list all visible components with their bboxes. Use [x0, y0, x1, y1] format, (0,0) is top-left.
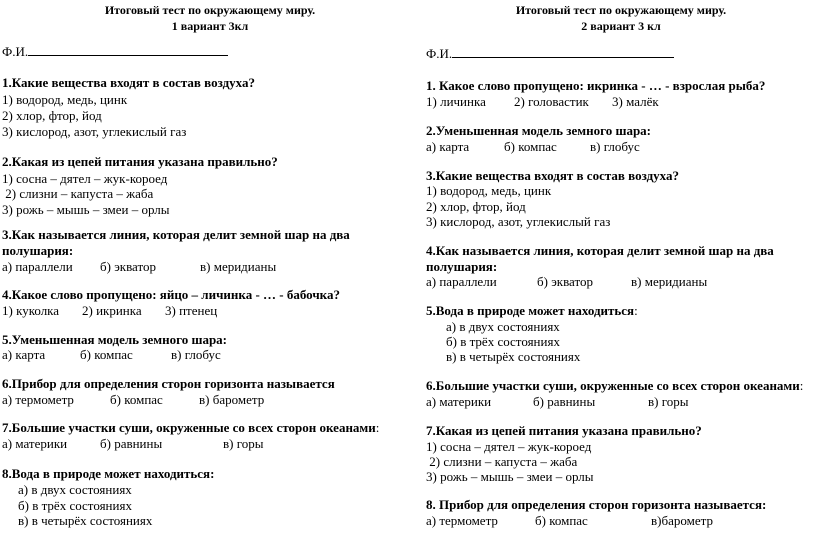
- v2-q8-option[interactable]: б) компас: [535, 513, 588, 528]
- variant-1-title: Итоговый тест по окружающему миру.: [104, 3, 316, 17]
- v1-q7-option[interactable]: б) равнины: [100, 436, 163, 451]
- v1-q1-question: 1.Какие вещества входят в состав воздуха?: [2, 75, 255, 90]
- v2-q1-question: 1. Какое слово пропущено: икринка - … - взрослая рыба?: [426, 78, 766, 93]
- v1-q6-question: 6.Прибор для определения сторон горизонта называется: [2, 376, 335, 391]
- v2-q7-option[interactable]: 2) слизни – капуста – жаба: [426, 454, 578, 469]
- v1-q7-question: 7.Большие участки суши, окруженные со всех сторон океанами: [2, 420, 376, 435]
- v1-q7-colon: :: [375, 420, 380, 435]
- v2-q6-option[interactable]: в) горы: [648, 394, 689, 409]
- v1-q6-option[interactable]: б) компас: [110, 392, 163, 407]
- v2-q7-option[interactable]: 3) рожь – мышь – змеи – орлы: [426, 469, 594, 484]
- v1-q5-question: 5.Уменьшенная модель земного шара:: [2, 332, 227, 347]
- v1-q1-option[interactable]: 3) кислород, азот, углекислый газ: [2, 124, 187, 139]
- variant-2-title: Итоговый тест по окружающему миру.: [515, 3, 727, 17]
- v1-q2-question: 2.Какая из цепей питания указана правильно?: [2, 154, 278, 169]
- v1-q3-option[interactable]: а) параллели: [2, 259, 73, 274]
- v1-q4-option[interactable]: 1) куколка: [2, 303, 60, 318]
- v2-q3-question: 3.Какие вещества входят в состав воздуха?: [426, 168, 679, 183]
- fio-label: Ф.И.: [426, 46, 453, 61]
- v2-q2-option[interactable]: а) карта: [426, 139, 470, 154]
- v2-q3-option[interactable]: 2) хлор, фтор, йод: [426, 199, 526, 214]
- v1-q8-question: 8.Вода в природе может находиться:: [2, 466, 215, 481]
- v2-q6-option[interactable]: б) равнины: [533, 394, 596, 409]
- v2-q3-option[interactable]: 1) водород, медь, цинк: [426, 183, 552, 198]
- v2-q1-option[interactable]: 1) личинка: [426, 94, 486, 109]
- v2-q8-option[interactable]: в)барометр: [651, 513, 713, 528]
- v1-q2-option[interactable]: 2) слизни – капуста – жаба: [2, 186, 154, 201]
- v2-q5-option[interactable]: а) в двух состояниях: [446, 319, 560, 334]
- v1-q4-option[interactable]: 3) птенец: [165, 303, 218, 318]
- v2-q8-question: 8. Прибор для определения сторон горизонта называется:: [426, 497, 767, 512]
- v2-q6-question: 6.Большие участки суши, окруженные со всех сторон океанами: [426, 378, 800, 393]
- v1-q1-option[interactable]: 2) хлор, фтор, йод: [2, 108, 102, 123]
- v1-q4-question: 4.Какое слово пропущено: яйцо – личинка - … - бабочка?: [2, 287, 340, 302]
- v2-q1-option[interactable]: 3) малёк: [612, 94, 659, 109]
- v2-q1-option[interactable]: 2) головастик: [514, 94, 589, 109]
- v1-q2-option[interactable]: 3) рожь – мышь – змеи – орлы: [2, 202, 170, 217]
- v2-q4-option[interactable]: в) меридианы: [631, 274, 708, 289]
- v1-q7-question-line: [2, 420, 379, 436]
- v2-q2-question: 2.Уменьшенная модель земного шара:: [426, 123, 651, 138]
- v2-q4-question: 4.Как называется линия, которая делит земной шар на два: [426, 243, 774, 258]
- v2-q5-option[interactable]: в) в четырёх состояниях: [446, 349, 581, 364]
- variant-2-subtitle: 2 вариант 3 кл: [581, 19, 661, 33]
- v2-q5-question: 5.Вода в природе может находиться: [426, 303, 635, 318]
- v2-q4-question-cont: полушария:: [426, 259, 498, 274]
- fio-input-line[interactable]: [28, 43, 228, 56]
- fio-input-line[interactable]: [452, 45, 674, 58]
- v2-q5-colon: :: [634, 303, 638, 318]
- v2-q3-option[interactable]: 3) кислород, азот, углекислый газ: [426, 214, 611, 229]
- v2-q4-option[interactable]: б) экватор: [537, 274, 593, 289]
- v1-q3-question-cont: полушария:: [2, 243, 74, 258]
- v1-q3-option[interactable]: в) меридианы: [200, 259, 277, 274]
- v1-q6-option[interactable]: в) барометр: [199, 392, 265, 407]
- v2-q6-question-line: [426, 378, 803, 394]
- v1-q3-question: 3.Как называется линия, которая делит земной шар на два: [2, 227, 350, 242]
- v2-q6-colon: :: [799, 378, 804, 393]
- v1-q8-option[interactable]: в) в четырёх состояниях: [18, 513, 153, 528]
- v1-q3-option[interactable]: б) экватор: [100, 259, 156, 274]
- v1-q5-option[interactable]: в) глобус: [171, 347, 221, 362]
- v1-q1-option[interactable]: 1) водород, медь, цинк: [2, 92, 128, 107]
- v1-q8-option[interactable]: а) в двух состояниях: [18, 482, 132, 497]
- variant-1-fio: [2, 43, 228, 60]
- v1-q8-option[interactable]: б) в трёх состояниях: [18, 498, 132, 513]
- v2-q8-option[interactable]: а) термометр: [426, 513, 498, 528]
- v1-q2-option[interactable]: 1) сосна – дятел – жук-короед: [2, 171, 168, 186]
- v2-q2-option[interactable]: б) компас: [504, 139, 557, 154]
- v2-q5-option[interactable]: б) в трёх состояниях: [446, 334, 560, 349]
- v2-q2-option[interactable]: в) глобус: [590, 139, 640, 154]
- v2-q4-option[interactable]: а) параллели: [426, 274, 497, 289]
- v1-q6-option[interactable]: а) термометр: [2, 392, 74, 407]
- variant-1-subtitle: 1 вариант 3кл: [171, 19, 249, 33]
- v1-q5-option[interactable]: а) карта: [2, 347, 46, 362]
- v2-q7-question: 7.Какая из цепей питания указана правильно?: [426, 423, 702, 438]
- v2-q5-question-line: [426, 303, 638, 319]
- v1-q7-option[interactable]: а) материки: [2, 436, 68, 451]
- v1-q4-option[interactable]: 2) икринка: [82, 303, 142, 318]
- v1-q7-option[interactable]: в) горы: [223, 436, 264, 451]
- v2-q7-option[interactable]: 1) сосна – дятел – жук-короед: [426, 439, 592, 454]
- variant-2-fio: [426, 45, 674, 62]
- v1-q5-option[interactable]: б) компас: [80, 347, 133, 362]
- v2-q6-option[interactable]: а) материки: [426, 394, 492, 409]
- fio-label: Ф.И.: [2, 44, 29, 59]
